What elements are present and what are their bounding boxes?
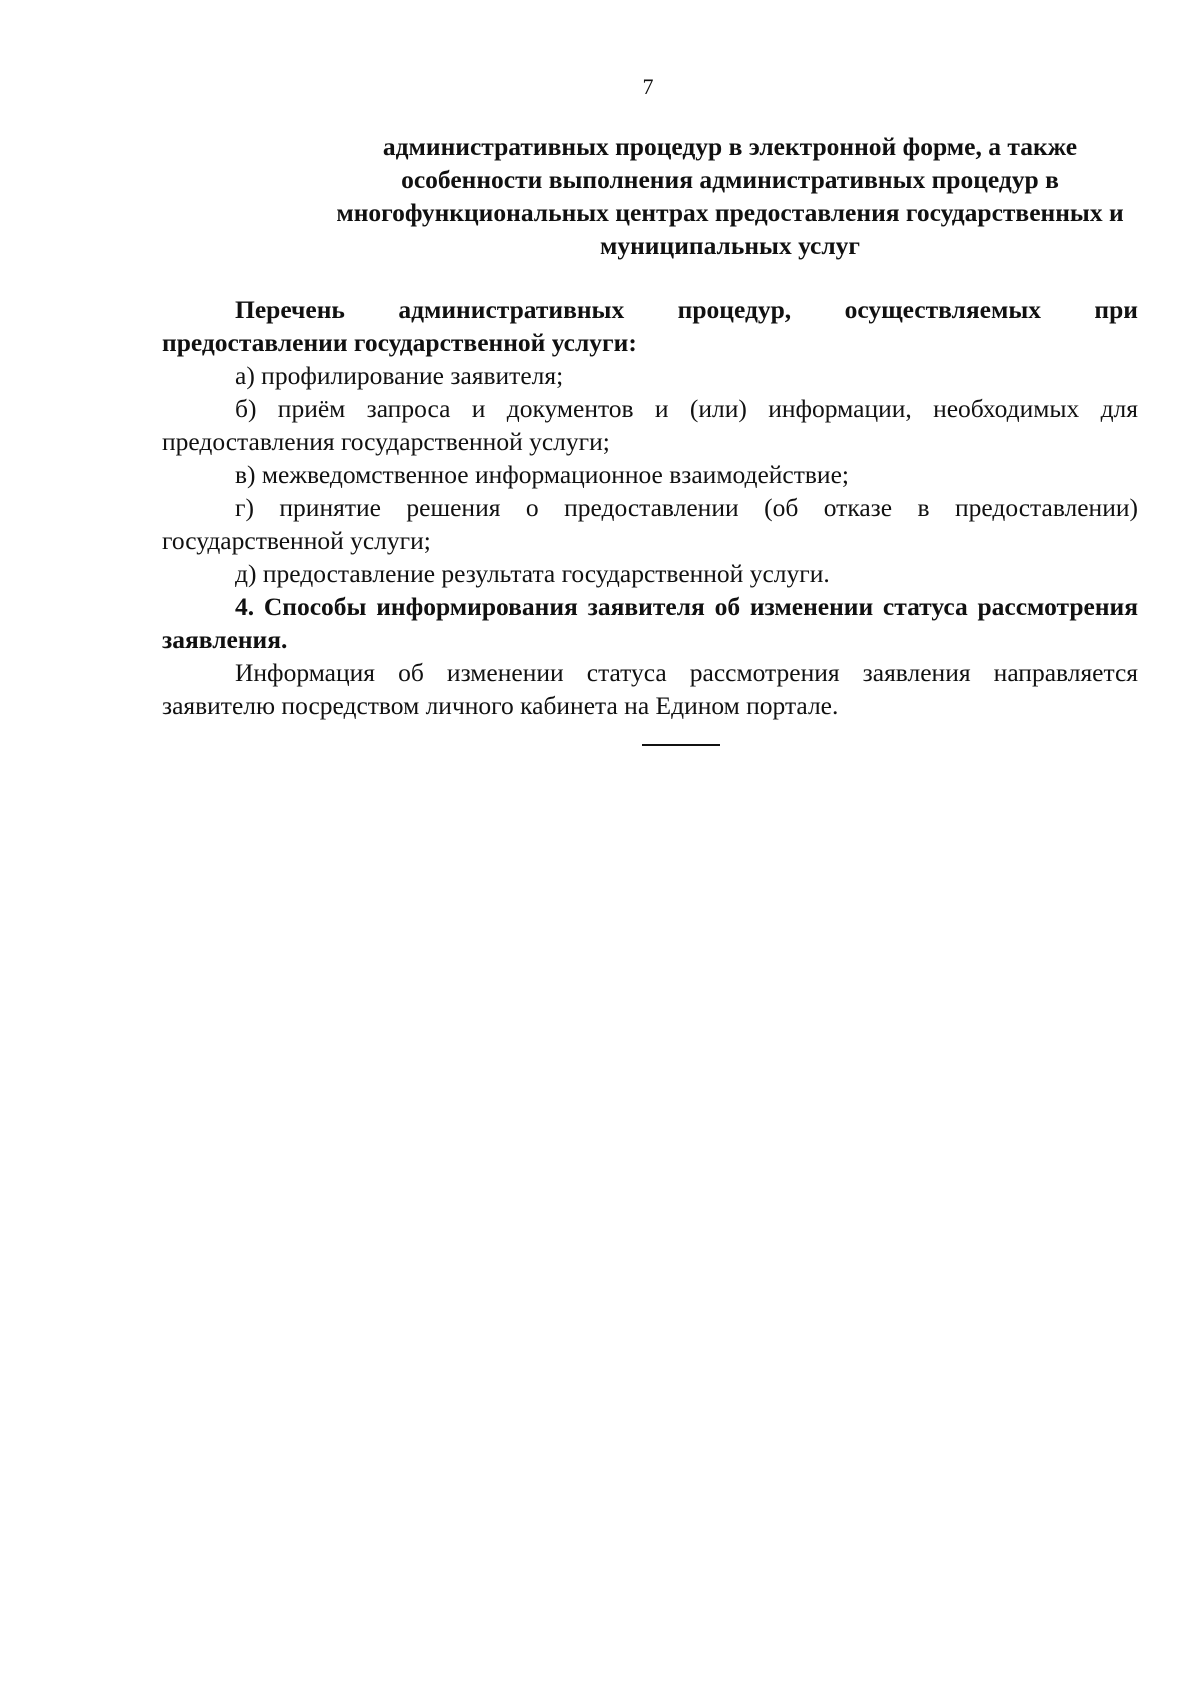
section-4-heading: 4. Способы информирования заявителя об изменении статуса рассмотрения заявления. [162, 592, 1138, 654]
procedure-item-d: д) предоставление результата государственной услуги. [235, 559, 830, 588]
procedure-item-v: в) межведомственное информационное взаимодействие; [235, 460, 849, 489]
section-4-text: Информация об изменении статуса рассмотрения заявления направляется заявителю посредством личного кабинета на Едином портале. [162, 658, 1138, 720]
procedure-item-b: б) приём запроса и документов и (или) информации, необходимых для предоставления государственной услуги; [162, 394, 1138, 456]
document-body [162, 293, 1138, 722]
procedure-item-g: г) принятие решения о предоставлении (об отказе в предоставлении) государственной услуги; [162, 493, 1138, 555]
procedure-item-a: а) профилирование заявителя; [235, 361, 564, 390]
end-of-document-rule [642, 744, 720, 746]
page-number: 7 [642, 74, 654, 99]
procedures-intro: Перечень административных процедур, осуществляемых при предоставлении государственной услуги: [162, 295, 1138, 357]
section-heading: административных процедур в электронной форме, а также особенности выполнения административных процедур в многофункциональных центрах предоставления государственных и муниципальных услуг [336, 132, 1124, 260]
